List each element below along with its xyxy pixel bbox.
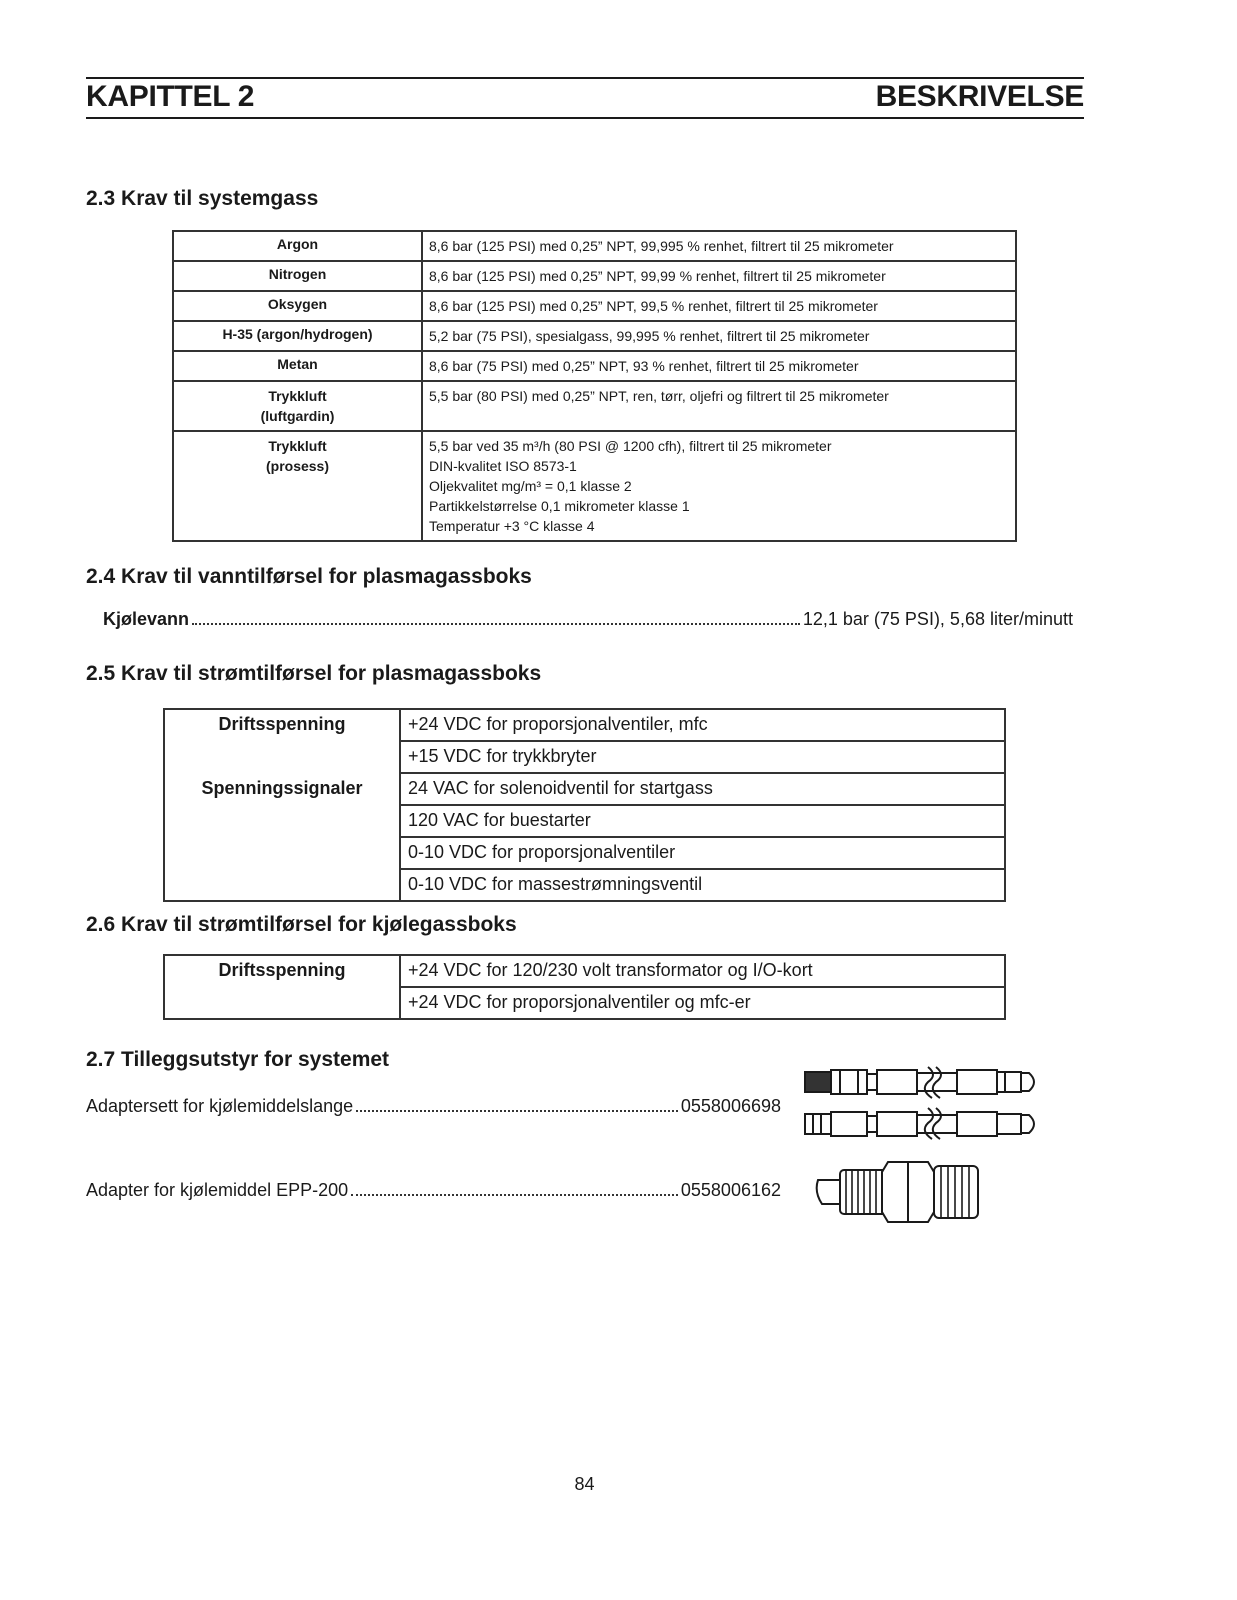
coolant-adapter-illustration <box>814 1152 989 1232</box>
accessory-item <box>86 1180 781 1201</box>
accessory-part-number: 0558006698 <box>680 1096 781 1116</box>
system-gas-table <box>172 230 1017 542</box>
dot-leader <box>192 623 800 625</box>
spec-line: 8,6 bar (75 PSI) med 0,25” NPT, 93 % renhet, filtrert til 25 mikrometer <box>429 358 859 374</box>
table-cell: 0-10 VDC for massestrømningsventil <box>400 869 1005 901</box>
gas-name-line: Trykkluft <box>268 438 327 454</box>
accessory-part-number: 0558006162 <box>680 1180 781 1200</box>
section-heading-2-5: 2.5 Krav til strømtilførsel for plasmagassboks <box>86 662 542 685</box>
section-heading-2-6: 2.6 Krav til strømtilførsel for kjølegassboks <box>86 913 517 936</box>
gas-name-line: (luftgardin) <box>260 408 335 424</box>
operating-voltage-label: Driftsspenning <box>164 955 400 1019</box>
accessory-item <box>86 1096 781 1117</box>
table-cell: +24 VDC for 120/230 volt transformator og I/O-kort <box>400 955 1005 987</box>
dot-leader <box>356 1110 678 1112</box>
gas-name-line: (prosess) <box>265 458 330 474</box>
gas-name-cell: Argon <box>173 231 422 261</box>
group-label-spacer <box>164 869 400 901</box>
table-row <box>164 709 1005 741</box>
gas-spec-cell <box>422 351 1016 381</box>
accessory-label: Adaptersett for kjølemiddelslange <box>86 1096 354 1116</box>
spec-line: 8,6 bar (125 PSI) med 0,25” NPT, 99,99 % renhet, filtrert til 25 mikrometer <box>429 268 886 284</box>
cooling-water-line <box>103 609 1073 630</box>
section-heading-2-7: 2.7 Tilleggsutstyr for systemet <box>86 1048 390 1071</box>
spec-line: Oljekvalitet mg/m³ = 0,1 klasse 2 <box>429 478 632 494</box>
spec-line: Partikkelstørrelse 0,1 mikrometer klasse 1 <box>429 498 690 514</box>
table-row <box>164 805 1005 837</box>
gas-name-cell: Nitrogen <box>173 261 422 291</box>
group-label-spacer <box>164 805 400 837</box>
chapter-label: KAPITTEL 2 <box>86 80 255 113</box>
gas-name-cell: Oksygen <box>173 291 422 321</box>
table-row <box>164 837 1005 869</box>
gas-spec-cell <box>422 291 1016 321</box>
table-row <box>164 741 1005 773</box>
accessory-label: Adapter for kjølemiddel EPP-200 <box>86 1180 349 1200</box>
table-cell: 0-10 VDC for proporsjonalventiler <box>400 837 1005 869</box>
table-row <box>164 869 1005 901</box>
table-cell: +24 VDC for proporsjonalventiler og mfc-er <box>400 987 1005 1019</box>
table-cell: 24 VAC for solenoidventil for startgass <box>400 773 1005 805</box>
group-label-spacer <box>164 837 400 869</box>
hose-adapter-illustration <box>800 1062 1050 1152</box>
chapter-title: BESKRIVELSE <box>875 80 1084 113</box>
gas-name-cell: H-35 (argon/hydrogen) <box>173 321 422 351</box>
gas-spec-cell <box>422 231 1016 261</box>
spec-line: 5,5 bar (80 PSI) med 0,25” NPT, ren, tørr, oljefri og filtrert til 25 mikrometer <box>429 388 889 404</box>
spec-line: DIN-kvalitet ISO 8573-1 <box>429 458 577 474</box>
page-number: 84 <box>574 1474 595 1494</box>
table-row <box>173 351 1016 381</box>
dot-leader <box>351 1194 678 1196</box>
gas-name-cell <box>173 381 422 431</box>
gas-spec-cell <box>422 321 1016 351</box>
table-row <box>173 291 1016 321</box>
group-label-cell: Driftsspenning <box>164 709 400 741</box>
table-row <box>173 231 1016 261</box>
table-row <box>164 773 1005 805</box>
cooling-water-value: 12,1 bar (75 PSI), 5,68 liter/minutt <box>802 609 1073 629</box>
header-bottom-rule <box>86 117 1084 119</box>
gas-name-cell: Metan <box>173 351 422 381</box>
header-top-rule <box>86 77 1084 79</box>
group-label-spacer <box>164 741 400 773</box>
cooling-water-label: Kjølevann <box>103 609 190 629</box>
gas-spec-cell <box>422 381 1016 431</box>
gas-spec-cell <box>422 261 1016 291</box>
table-row <box>173 381 1016 431</box>
section-heading-2-3: 2.3 Krav til systemgass <box>86 187 319 210</box>
plasma-power-table <box>163 708 1006 902</box>
gas-spec-cell <box>422 431 1016 541</box>
table-cell: +24 VDC for proporsjonalventiler, mfc <box>400 709 1005 741</box>
cooling-power-table <box>163 954 1006 1020</box>
table-row <box>173 261 1016 291</box>
table-row <box>173 431 1016 541</box>
spec-line: 8,6 bar (125 PSI) med 0,25” NPT, 99,5 % renhet, filtrert til 25 mikrometer <box>429 298 878 314</box>
spec-line: 5,5 bar ved 35 m³/h (80 PSI @ 1200 cfh), filtrert til 25 mikrometer <box>429 438 832 454</box>
table-row <box>173 321 1016 351</box>
gas-name-cell <box>173 431 422 541</box>
spec-line: 5,2 bar (75 PSI), spesialgass, 99,995 % renhet, filtrert til 25 mikrometer <box>429 328 870 344</box>
section-heading-2-4: 2.4 Krav til vanntilførsel for plasmagassboks <box>86 565 532 588</box>
table-row <box>164 955 1005 987</box>
spec-line: 8,6 bar (125 PSI) med 0,25” NPT, 99,995 % renhet, filtrert til 25 mikrometer <box>429 238 894 254</box>
group-label-cell: Spenningssignaler <box>164 773 400 805</box>
table-cell: +15 VDC for trykkbryter <box>400 741 1005 773</box>
spec-line: Temperatur +3 °C klasse 4 <box>429 518 595 534</box>
gas-name-line: Trykkluft <box>268 388 327 404</box>
table-cell: 120 VAC for buestarter <box>400 805 1005 837</box>
